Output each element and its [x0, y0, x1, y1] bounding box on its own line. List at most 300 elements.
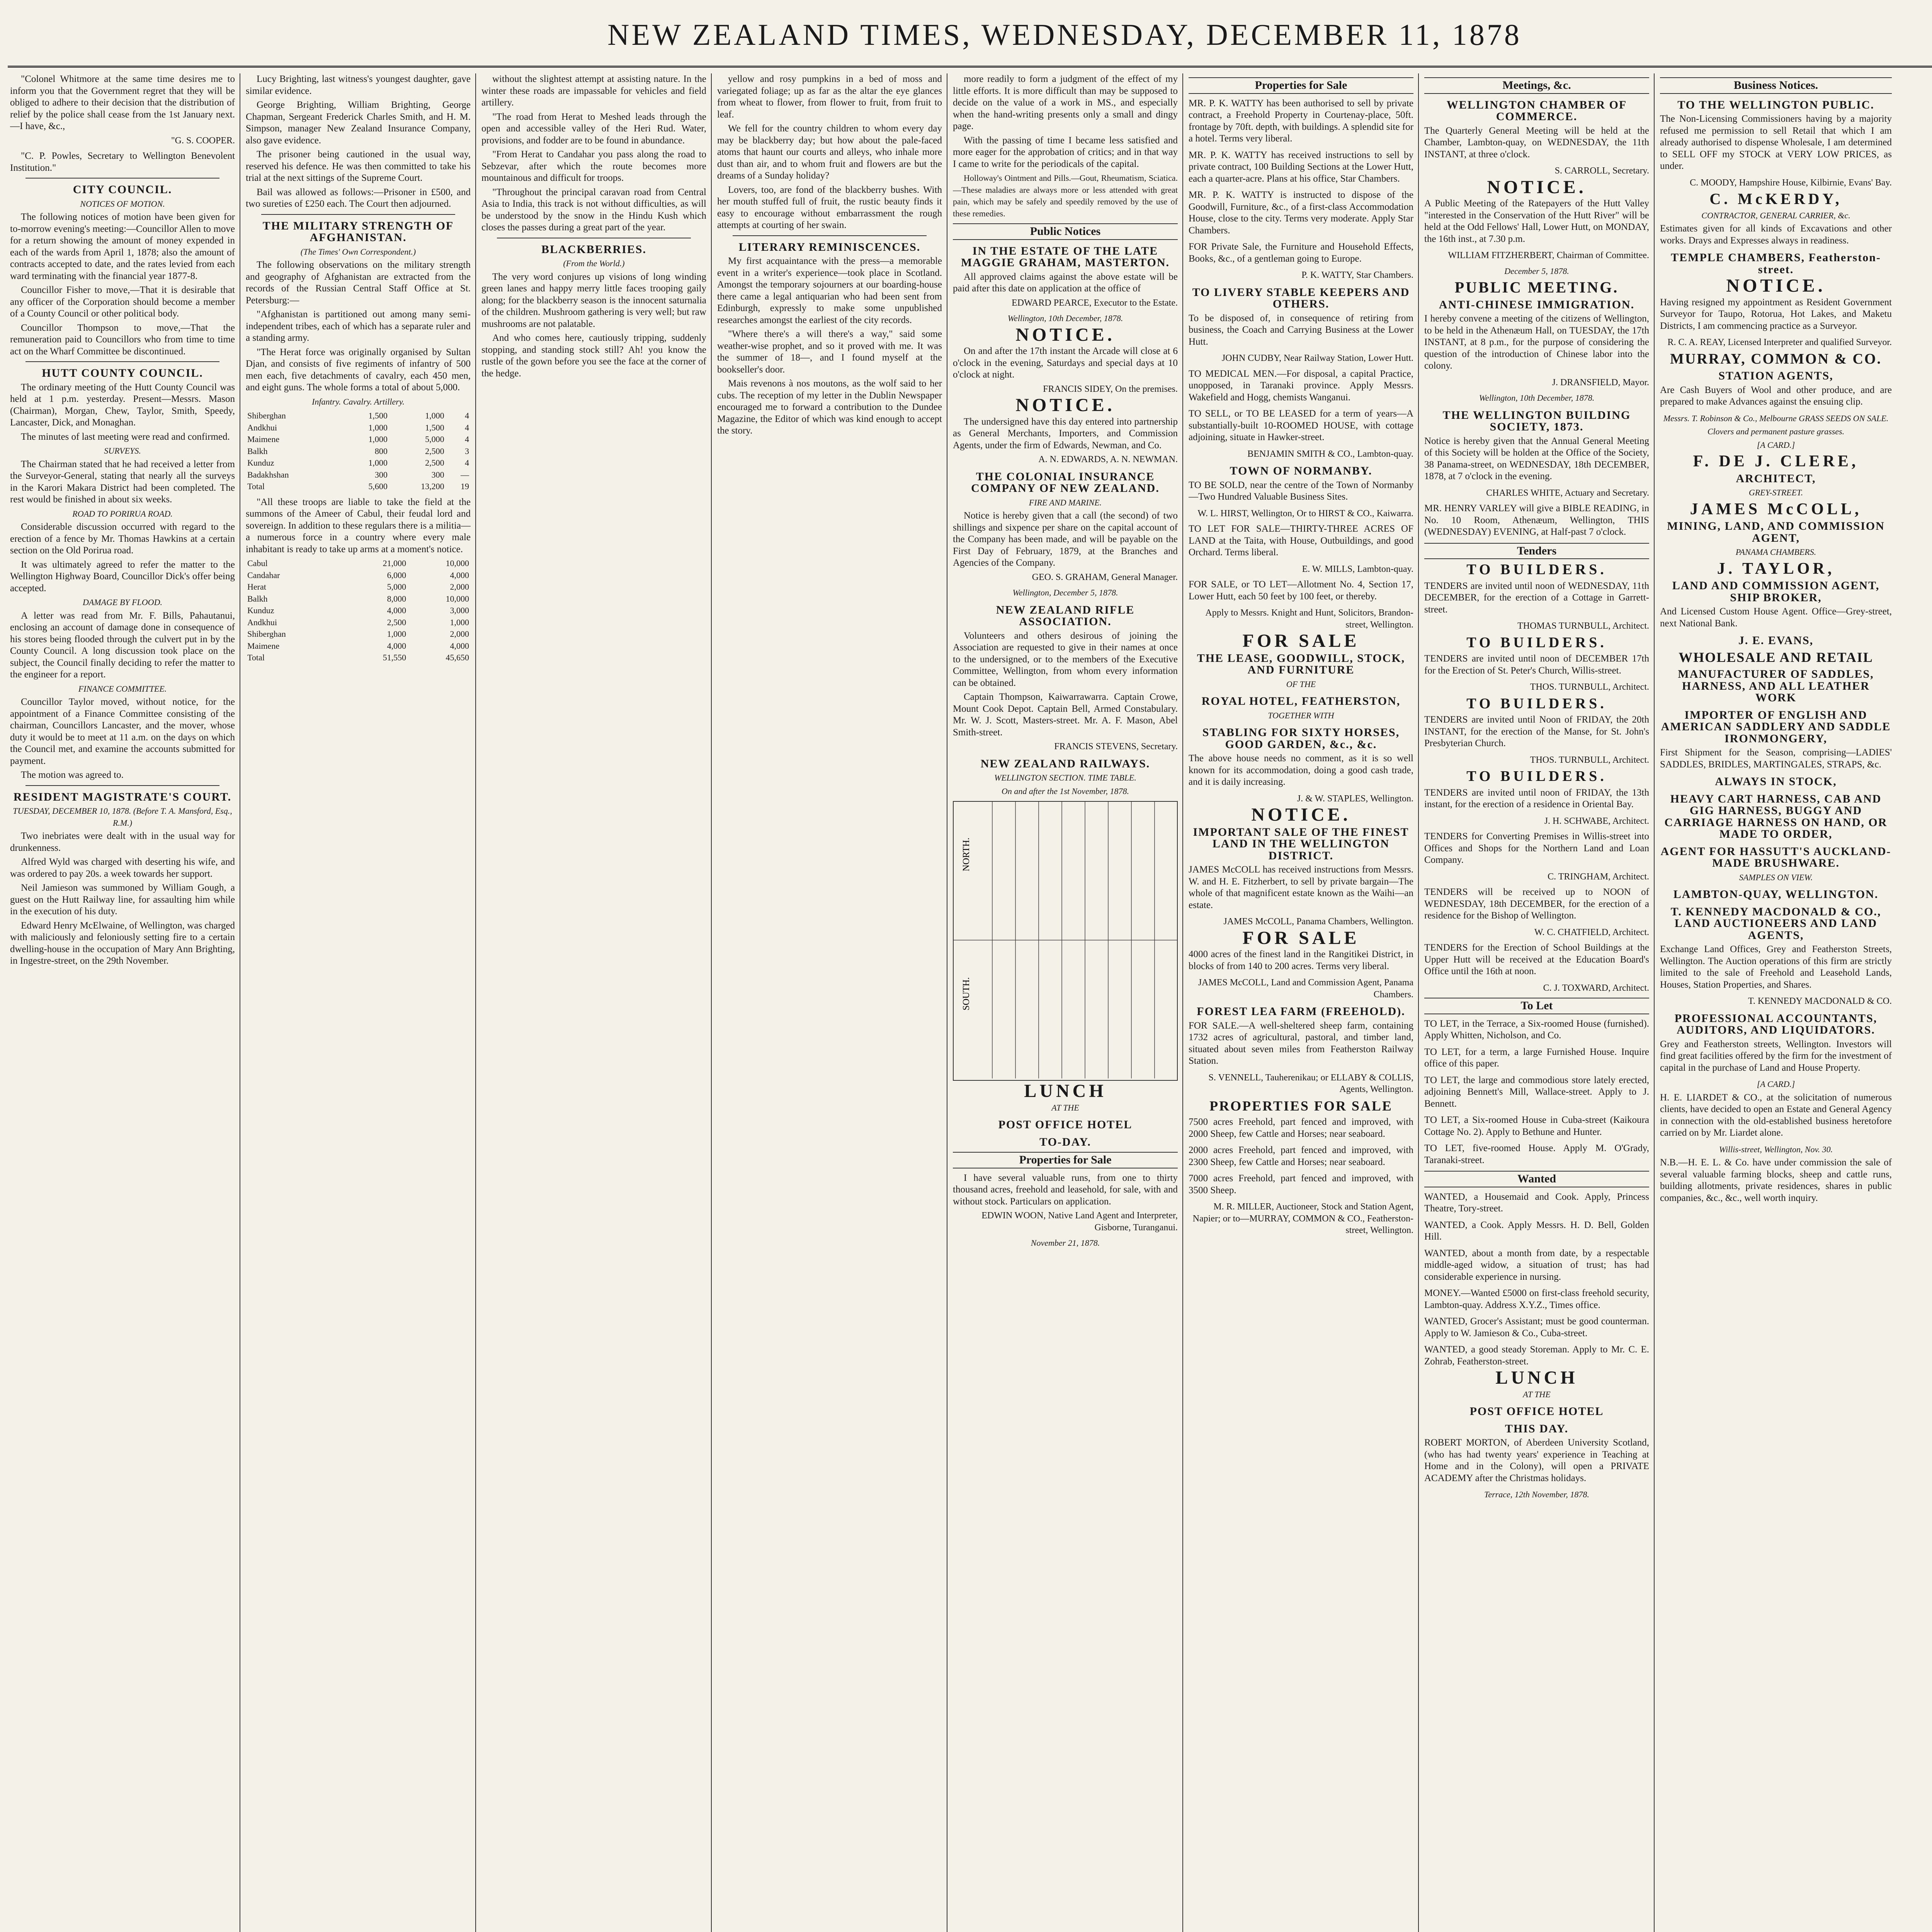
railway-note: On and after the 1st November, 1878. — [1002, 786, 1129, 796]
advertisement-title: T. KENNEDY MACDONALD & CO., LAND AUCTIONEERS AND LAND AGENTS, — [1670, 905, 1881, 942]
advertisement-heading: NOTICE. — [1726, 276, 1826, 296]
table-cell-value: 5,000 — [387, 582, 406, 592]
notice-signature: J. DRANSFIELD, Mayor. — [1552, 377, 1649, 388]
timetable-south-label: SOUTH. — [961, 977, 971, 1010]
section-heading: Meetings, &c. — [1424, 77, 1649, 94]
table-cell-label: Kunduz — [247, 458, 274, 468]
section-heading: Properties for Sale — [953, 1152, 1178, 1168]
article-paragraph: The very word conjures up visions of long winding green lanes and happy merry little faces trooping gaily along; for the blackberry season is the innocent saturnalia of the children. Mushroom gathering is very well; but raw mushrooms are not palatable. — [481, 271, 706, 329]
section-subheading: ROAD TO PORIRUA ROAD. — [72, 509, 173, 519]
advertisement-line: TOGETHER WITH — [1268, 710, 1334, 720]
notice-date: Wellington, 10th December, 1878. — [1007, 313, 1123, 323]
advertisement-text: JAMES McCOLL has received instructions from Messrs. W. and H. E. Fitzherbert, to sell by private bargain—The whole of that magnificent estate known as the Waihi—an estate. — [1189, 864, 1413, 910]
table-row — [246, 481, 471, 493]
table-cell-value: 4 — [465, 458, 469, 468]
table-cell-label: Badakhshan — [247, 469, 289, 480]
article-paragraph: My first acquaintance with the press—a memorable event in a writer's experience—took place in Scotland. Amongst the temporary sojourners at our boarding-house there came a legal antiquarian who had been sent from Edinburgh, expressly to make some unpublished researches amongst the earliest of the city records. — [717, 256, 942, 325]
divider — [26, 361, 219, 362]
tender-text: TENDERS are invited until noon of FRIDAY, the 13th instant, for the erection of a residence in Oriental Bay. — [1424, 787, 1649, 810]
advertisement-text: TO LET FOR SALE—THIRTY-THREE ACRES OF LAND at the Taita, with House, Outbuildings, and good Orchard. Terms liberal. — [1189, 524, 1413, 558]
advertisement-text: 7500 acres Freehold, part fenced and improved, with 2000 Sheep, few Cattle and Horses; near seaboard. — [1189, 1117, 1413, 1139]
railway-subtitle: WELLINGTON SECTION. TIME TABLE. — [994, 773, 1136, 782]
section-subheading: TUESDAY, DECEMBER 10, 1878. (Before T. A. Mansford, Esq., R.M.) — [13, 806, 232, 828]
table-cell-value: 3 — [465, 446, 469, 456]
lunch-place: POST OFFICE HOTEL — [998, 1118, 1133, 1131]
advertisement-text: 7000 acres Freehold, part fenced and improved, with 3500 Sheep. — [1189, 1173, 1413, 1196]
table-row — [246, 457, 471, 469]
article-paragraph: "Where there's a will there's a way," said some weather-wise prophet, and so it proved with me. It was the summer of 18—, and I found myself at the bookseller's door. — [717, 329, 942, 375]
advertisement-title: AGENT FOR HASSUTT'S AUCKLAND-MADE BRUSHWARE. — [1660, 845, 1891, 869]
table-cell-value: 4 — [465, 434, 469, 444]
wanted-ad: WANTED, a good steady Storeman. Apply to Mr. C. E. Zohrab, Featherston-street. — [1424, 1344, 1649, 1367]
table-cell-label: Kunduz — [247, 605, 274, 615]
advertisement-text: MR. P. K. WATTY is instructed to dispose of the Goodwill, Furniture, &c., of a first-class Accommodation House, close to the city. Terms very moderate. Apply Star Chambers. — [1189, 190, 1413, 236]
advertisement-text: The Non-Licensing Commissioners having by a majority refused me permission to sell Retail that which I am already authorised to dispense Wholesale, I am determined to SELL OFF my STOCK at VERY LOW PRICES, as under. — [1660, 114, 1892, 171]
table-cell-value: 2,000 — [450, 582, 469, 592]
advertisement-signature: JOHN CUDBY, Near Railway Station, Lower Hutt. — [1221, 353, 1413, 363]
article-heading: LITERARY REMINISCENCES. — [738, 240, 921, 253]
advertisement-title: TEMPLE CHAMBERS, Featherston-street. — [1671, 251, 1881, 276]
advertisement-text: TO BE SOLD, near the centre of the Town of Normanby—Two Hundred Valuable Business Sites. — [1189, 480, 1413, 502]
lunch-day: THIS DAY. — [1505, 1422, 1569, 1435]
notice-body: The Quarterly General Meeting will be held at the Chamber, Lambton-quay, on WEDNESDAY, the 11th INSTANT, at three o'clock. — [1424, 125, 1649, 160]
advertisement-line: GREY-STREET. — [1748, 488, 1803, 497]
advertisement-text: N.B.—H. E. L. & Co. have under commission the sale of several valuable farming blocks, sheep and cattle runs, building allotments, private residences, shares in public companies, &c., &c., well worth inquiry. — [1660, 1157, 1892, 1203]
tender-text: TENDERS will be received up to NOON of WEDNESDAY, 18th DECEMBER, for the erection of a residence for the Bishop of Wellington. — [1424, 887, 1649, 921]
advertisement-title: ARCHITECT, — [1736, 472, 1816, 485]
table-cell-value: 4 — [465, 422, 469, 432]
tender-heading: TO BUILDERS. — [1466, 695, 1607, 712]
lunch-day: TO-DAY. — [1039, 1135, 1091, 1148]
table-cell-value: 1,000 — [368, 434, 388, 444]
advertisement-title: IMPORTER OF ENGLISH AND AMERICAN SADDLERY AND SADDLE IRONMONGERY, — [1661, 708, 1891, 745]
article-paragraph: The prisoner being cautioned in the usual way, reserved his defence. He was then committed to take his trial at the next sittings of the Supreme Court. — [246, 149, 471, 183]
article-paragraph: The following observations on the military strength and geography of Afghanistan are extracted from the records of the Russian Central Staff Office at St. Petersburg:— — [246, 260, 471, 306]
table-row — [246, 640, 471, 652]
table-row — [246, 570, 471, 582]
advertisement-text: I have several valuable runs, from one to thirty thousand acres, freehold and leasehold, for sale, with and without stock. Particulars on application. — [953, 1172, 1178, 1207]
advertisement-text: And Licensed Custom House Agent. Office—Grey-street, next National Bank. — [1660, 606, 1892, 629]
tender-signature: C. TRINGHAM, Architect. — [1548, 871, 1649, 882]
table-cell-value: 2,500 — [425, 446, 444, 456]
table-cell-label: Total — [247, 481, 265, 491]
advertisement-heading: NOTICE. — [1251, 804, 1351, 825]
table-cell-value: 4,000 — [387, 605, 406, 615]
table-cell-value: 21,000 — [383, 558, 406, 568]
table-cell-value: 4,000 — [450, 570, 469, 580]
article-paragraph: yellow and rosy pumpkins in a bed of moss and variegated foliage; up as far as the altar the eye glances from wheat to flower, from flower to fruit, from fruit to leaf. — [717, 74, 942, 120]
column-5 — [953, 73, 1178, 1932]
advertisement-title: FOREST LEA FARM (FREEHOLD). — [1197, 1005, 1405, 1018]
divider — [26, 785, 219, 786]
article-heading: BLACKBERRIES. — [541, 243, 646, 256]
section-heading: Wanted — [1424, 1171, 1649, 1187]
advertisement-line: Clovers and permanent pasture grasses. — [1707, 427, 1845, 436]
advertisement-title: PROFESSIONAL ACCOUNTANTS, AUDITORS, AND LIQUIDATORS. — [1674, 1012, 1878, 1036]
advertisement-signature: JAMES McCOLL, Panama Chambers, Wellington. — [1223, 917, 1413, 927]
to-let-ad: TO LET, in the Terrace, a Six-roomed House (furnished). Apply Whitten, Nicholson, and Co. — [1424, 1018, 1649, 1041]
notice-heading: NOTICE. — [1015, 395, 1115, 415]
article-paragraph: Councillor Fisher to move,—That it is desirable that any officer of the Corporation should become a member of a County Council or other political body. — [10, 285, 235, 319]
advertisement-text: Holloway's Ointment and Pills.—Gout, Rheumatism, Sciatica.—These maladies are always more or less attended with great pain, which may be safely and speedily removed by the use of these remedies. — [953, 173, 1178, 218]
notice-signature: FRANCIS SIDEY, On the premises. — [1043, 384, 1178, 394]
advertisement-title: LAMBTON-QUAY, WELLINGTON. — [1673, 888, 1879, 901]
table-row — [246, 628, 471, 640]
article-paragraph: "The road from Herat to Meshed leads through the open and accessible valley of the Heri Rud. Water, provisions, and fodder are to be found in abundance. — [481, 111, 706, 146]
table-cell-label: Maimene — [247, 434, 280, 444]
divider — [733, 235, 927, 236]
column-rule — [1418, 73, 1419, 1932]
article-paragraph: Neil Jamieson was summoned by William Gough, a guest on the Hutt Railway line, for assaulting him while in the execution of his duty. — [10, 883, 235, 917]
table-row — [246, 558, 471, 570]
section-subheading: DAMAGE BY FLOOD. — [83, 597, 162, 607]
advertisement-title: MANUFACTURER OF SADDLES, HARNESS, AND ALL LEATHER WORK — [1678, 668, 1874, 704]
table-cell-value: 4 — [465, 411, 469, 420]
advertisement-signature: Apply to Messrs. Knight and Hunt, Solicitors, Brandon-street, Wellington. — [1205, 608, 1413, 630]
advertisement-text: H. E. LIARDET & CO., at the solicitation of numerous clients, have decided to open an Estate and General Agency in connection with the old-established business heretofore carried on by Mr. Liardet alone. — [1660, 1092, 1892, 1138]
advertisement-text: Grey and Featherston streets, Wellington. Investors will find great facilities offered by the firm for the investment of capital in the purchase of Land and House Property. — [1660, 1039, 1892, 1073]
letter-text: "C. P. Powles, Secretary to Wellington Benevolent Institution." — [10, 151, 235, 173]
notice-body: A Public Meeting of the Ratepayers of the Hutt Valley "interested in the Conservation of the Hutt River" will be held at the Odd Fellows' Hall, Lower Hutt, on MONDAY, the 16th inst., at 7.30 p.m. — [1424, 198, 1649, 244]
tender-signature: THOS. TURNBULL, Architect. — [1530, 755, 1649, 765]
wanted-ad: WANTED, a Housemaid and Cook. Apply, Princess Theatre, Tory-street. — [1424, 1191, 1649, 1214]
notice-title: WELLINGTON CHAMBER OF COMMERCE. — [1446, 98, 1627, 123]
table-cell-value: — — [461, 469, 469, 480]
advertisement-heading: JAMES McCOLL, — [1690, 500, 1862, 518]
advertisement-heading: C. McKERDY, — [1709, 190, 1842, 207]
article-paragraph: Mais revenons à nos moutons, as the wolf said to her cubs. The reception of my letter in the Dublin Newspaper encouraged me to forward a contribution to the Dundee Magazine, the Editor of which was kind enough to accept the story. — [717, 378, 942, 436]
section-heading: Tenders — [1424, 543, 1649, 560]
table-cell-value: 6,000 — [387, 570, 406, 580]
table-cell-label: Maimene — [247, 641, 280, 651]
tender-signature: THOS. TURNBULL, Architect. — [1530, 682, 1649, 692]
column-rule — [1182, 73, 1183, 1932]
masthead: NEW ZEALAND TIMES, WEDNESDAY, DECEMBER 11, 1878 — [607, 18, 1522, 51]
article-paragraph: without the slightest attempt at assisting nature. In the winter these roads are impassable for vehicles and field artillery. — [481, 74, 706, 108]
advertisement-date: Willis-street, Wellington, Nov. 30. — [1719, 1144, 1833, 1154]
tender-text: TENDERS are invited until noon of DECEMBER 17th for the Erection of St. Peter's Church, Willis-street. — [1424, 653, 1649, 676]
table-row — [246, 581, 471, 593]
table-row — [246, 652, 471, 664]
notice-body: Notice is hereby given that the Annual General Meeting of this Society will be holden at the Office of the Society, 38 Panama-street, on WEDNESDAY, 18th DECEMBER, 1878, at 7 o'clock in the evening. — [1424, 435, 1649, 481]
article-byline: (The Times' Own Correspondent.) — [300, 247, 416, 257]
tender-text: TENDERS are invited until noon of WEDNESDAY, 11th DECEMBER, for the erection of a Cottage in Garrett-street. — [1424, 580, 1649, 615]
advertisement-text: The above house needs no comment, as it is so well known for its accommodation, doing a good cash trade, and it is daily increasing. — [1189, 753, 1413, 787]
advertisement-title: HEAVY CART HARNESS, CAB AND GIG HARNESS, BUGGY AND CARRIAGE HARNESS ON HAND, OR MADE TO ORDER, — [1664, 792, 1888, 840]
troop-table — [246, 410, 471, 493]
table-header: Infantry. Cavalry. Artillery. — [312, 396, 405, 406]
advertisement-signature: W. L. HIRST, Wellington, Or to HIRST & CO., Kaiwarra. — [1197, 508, 1413, 519]
divider — [26, 178, 219, 179]
table-row — [246, 434, 471, 446]
table-cell-value: 3,000 — [450, 605, 469, 615]
table-cell-value: 2,500 — [387, 617, 406, 627]
article-paragraph: With the passing of time I became less satisfied and more eager for the approbation of critics; and in that way I came to write for the periodicals of the capital. — [953, 135, 1178, 169]
column-rule — [475, 73, 476, 1932]
advertisement-heading: F. DE J. CLERE, — [1693, 452, 1859, 470]
advertisement-text: To be disposed of, in consequence of retiring from business, the Coach and Carrying Business at the Lower Hutt. — [1189, 313, 1413, 347]
tender-text: TENDERS for Converting Premises in Willis-street into Offices and Shops for the Northern Land and Loan Company. — [1424, 831, 1649, 865]
advertisement-heading: MURRAY, COMMON & CO. — [1670, 350, 1882, 367]
advertisement-title: MINING, LAND, AND COMMISSION AGENT, — [1667, 520, 1885, 544]
advertisement-text: ROBERT MORTON, of Aberdeen University Scotland, (who has had twenty years' experience in Teaching at Home and in the Colony), will open a PRIVATE ACADEMY after the Christmas holidays. — [1424, 1437, 1649, 1483]
table-row — [246, 469, 471, 481]
advertisement-text: MR. P. K. WATTY has received instructions to sell by private contract, 100 Building Sections at the Lower Hutt, each a quarter-acre. Plans at his office, Star Chambers. — [1189, 150, 1413, 184]
table-cell-label: Shiberghan — [247, 411, 286, 420]
advertisement-heading: PROPERTIES FOR SALE — [1209, 1098, 1393, 1114]
tender-text: TENDERS for the Erection of School Buildings at the Upper Hutt will be received at the Education Board's Office until the 16th at noon. — [1424, 942, 1649, 976]
notice-signature: A. N. EDWARDS, A. N. NEWMAN. — [1038, 454, 1178, 464]
table-cell-value: 51,550 — [383, 653, 406, 662]
tender-signature: J. H. SCHWABE, Architect. — [1544, 816, 1649, 826]
notice-signature: EDWARD PEARCE, Executor to the Estate. — [1012, 298, 1178, 308]
advertisement-date: Terrace, 12th November, 1878. — [1484, 1490, 1589, 1499]
advertisement-heading: J. TAYLOR, — [1717, 560, 1835, 578]
masthead-rule — [8, 66, 1932, 68]
advertisement-text: 4000 acres of the finest land in the Rangitikei District, in blocks of from 140 to 200 acres. Terms very liberal. — [1189, 949, 1413, 971]
table-cell-label: Andkhui — [247, 422, 277, 432]
advertisement-title: J. E. EVANS, — [1738, 634, 1814, 647]
section-heading: Business Notices. — [1660, 77, 1892, 94]
notice-title: THE COLONIAL INSURANCE COMPANY OF NEW ZEALAND. — [971, 470, 1160, 495]
advertisement-signature: EDWIN WOON, Native Land Agent and Interpreter, Gisborne, Turanganui. — [981, 1211, 1178, 1233]
article-paragraph: Edward Henry McElwaine, of Wellington, was charged with maliciously and feloniously setting fire to a certain dwelling-house in the occupation of Mary Ann Brighting, in Ingestre-street, on the 29th November. — [10, 920, 235, 966]
notice-heading: PUBLIC MEETING. — [1454, 279, 1619, 296]
advertisement-title: STABLING FOR SIXTY HORSES, GOOD GARDEN, &c., &c. — [1202, 726, 1400, 751]
section-subheading: NOTICES OF MOTION. — [80, 199, 165, 209]
advertisement-text: Are Cash Buyers of Wool and other produce, and are prepared to make Advances against the ensuing clip. — [1660, 384, 1892, 407]
table-cell-value: 1,000 — [425, 411, 444, 420]
to-let-ad: TO LET, a Six-roomed House in Cuba-street (Kaikoura Cottage No. 2). Apply to Bethune and Hunter. — [1424, 1115, 1649, 1137]
article-paragraph: Two inebriates were dealt with in the usual way for drunkenness. — [10, 831, 235, 853]
advertisement-line: SAMPLES ON VIEW. — [1739, 872, 1813, 882]
article-paragraph: The minutes of last meeting were read and confirmed. — [21, 431, 230, 442]
article-paragraph: The motion was agreed to. — [21, 770, 124, 780]
table-cell-value: 8,000 — [387, 594, 406, 604]
table-cell-value: 5,000 — [425, 434, 444, 444]
section-heading: Properties for Sale — [1189, 77, 1413, 94]
notice-signature: WILLIAM FITZHERBERT, Chairman of Committee. — [1448, 250, 1649, 260]
advertisement-text: First Shipment for the Season, comprising—LADIES' SADDLES, BRIDLES, MARTINGALES, STRAPS, &c. — [1660, 747, 1892, 770]
article-heading: CITY COUNCIL. — [73, 183, 172, 196]
article-paragraph: "Throughout the principal caravan road from Central Asia to India, this track is not without difficulties, as will be understood by the snow in the Hindu Kush which closes the passes during a great part of the year. — [481, 187, 706, 233]
table-cell-label: Herat — [247, 582, 266, 592]
article-paragraph: A letter was read from Mr. F. Bills, Pahautanui, enclosing an account of damage done in consequence of his stores being flooded through the culvert put in by the County Council. A long discussion took place on the subject, the Council finally deciding to refer the matter to the engineer for a report. — [10, 610, 235, 680]
advertisement-title: TOWN OF NORMANBY. — [1230, 464, 1372, 477]
advertisement-title: ALWAYS IN STOCK, — [1715, 775, 1837, 788]
advertisement-line: CONTRACTOR, GENERAL CARRIER, &c. — [1701, 210, 1850, 220]
table-cell-value: 10,000 — [446, 558, 469, 568]
advertisement-signature: C. MOODY, Hampshire House, Kilbirnie, Evans' Bay. — [1690, 177, 1892, 188]
notice-body: On and after the 17th instant the Arcade will close at 6 o'clock in the evening, Saturdays and special days at 10 o'clock at night. — [953, 346, 1178, 380]
table-cell-label: Shiberghan — [247, 629, 286, 639]
article-paragraph: Councillor Taylor moved, without notice, for the appointment of a Finance Committee consisting of the chairman, Councillors Lancaster, and the mover, whose duty it would be to meet at 11 a.m. on the days on which the Council met, and examine the accounts submitted for payment. — [10, 697, 235, 766]
advertisement-heading: WHOLESALE AND RETAIL — [1679, 649, 1873, 665]
card-label: [A CARD.] — [1757, 1079, 1795, 1089]
advertisement-heading: FOR SALE — [1242, 927, 1360, 948]
lunch-heading: LUNCH — [1024, 1081, 1107, 1101]
column-rule — [1654, 73, 1655, 1932]
notice-body: Volunteers and others desirous of joining the Association are requested to give in their names at once to the undersigned, or to the members of the Executive Committee, Wellington, from whom every information can be obtained. — [953, 630, 1178, 688]
advertisement-title: LAND AND COMMISSION AGENT, SHIP BROKER, — [1672, 579, 1880, 604]
table-cell-label: Andkhui — [247, 617, 277, 627]
advertisement-signature: T. KENNEDY MACDONALD & CO. — [1748, 996, 1892, 1006]
advertisement-title: STATION AGENTS, — [1718, 369, 1833, 382]
article-paragraph: Councillor Thompson to move,—That the remuneration paid to Councillors who from time to time act on the Wharf Committee be discontinued. — [10, 322, 235, 357]
article-paragraph: The ordinary meeting of the Hutt County Council was held at 1 p.m. yesterday. Present—Messrs. Mason (Chairman), Morgan, Chew, Taylor, Smith, Speedy, Lancaster, Dick, and Monaghan. — [10, 382, 235, 428]
table-cell-label: Total — [247, 653, 265, 662]
article-heading: HUTT COUNTY COUNCIL. — [42, 367, 203, 379]
table-cell-value: 1,500 — [425, 422, 444, 432]
to-let-ad: TO LET, the large and commodious store lately erected, adjoining Bennett's Mill, Wallace-street. Apply to J. Bennett. — [1424, 1075, 1649, 1109]
article-paragraph: Lucy Brighting, last witness's youngest daughter, gave similar evidence. — [246, 74, 471, 96]
advertisement-text: MR. P. K. WATTY has been authorised to sell by private contract, a Freehold Property in Courtenay-place, 50ft. frontage by 70ft. depth, with buildings. A splendid site for a hotel. Terms very liberal. — [1189, 98, 1413, 144]
table-cell-value: 2,000 — [450, 629, 469, 639]
table-cell-value: 1,000 — [368, 422, 388, 432]
section-heading: To Let — [1424, 998, 1649, 1014]
advertisement-signature: P. K. WATTY, Star Chambers. — [1301, 270, 1413, 280]
table-cell-value: 2,500 — [425, 458, 444, 468]
notice-body: All approved claims against the above estate will be paid after this date on application at the office of — [953, 271, 1178, 294]
notice-body: The undersigned have this day entered into partnership as General Merchants, Importers, and Commission Agents, under the firm of Edwards, Newman, and Co. — [953, 416, 1178, 451]
advertisement-line: PANAMA CHAMBERS. — [1735, 547, 1816, 557]
lunch-heading: LUNCH — [1495, 1367, 1578, 1388]
table-row — [246, 605, 471, 617]
advertisement-title: ROYAL HOTEL, FEATHERSTON, — [1201, 695, 1401, 707]
advertisement-signature: BENJAMIN SMITH & CO., Lambton-quay. — [1247, 449, 1413, 459]
article-paragraph: Lovers, too, are fond of the blackberry bushes. With her mouth stuffed full of fruit, the rustic beauty finds it easy to encourage without embarrassment the rough attempts at courting of her swain. — [717, 184, 942, 230]
notice-heading: NOTICE. — [1015, 324, 1115, 345]
advertisement-text: Exchange Land Offices, Grey and Featherston Streets, Wellington. The Auction operations of this firm are strictly limited to the sale of Freehold and Leasehold Lands, Houses, Station Properties, and Shares. — [1660, 944, 1892, 990]
tender-heading: TO BUILDERS. — [1466, 561, 1607, 578]
advertisement-text: 2000 acres Freehold, part fenced and improved, with 2300 Sheep, few Cattle and Horses; near seaboard. — [1189, 1145, 1413, 1167]
advertisement-text: TO SELL, or TO BE LEASED for a term of years—A substantially-built 10-ROOMED HOUSE, with cottage adjoining, situate in Hawker-street. — [1189, 408, 1413, 442]
table-cell-label: Cabul — [247, 558, 268, 568]
notice-subtitle: ANTI-CHINESE IMMIGRATION. — [1439, 298, 1635, 311]
notice-signature: GEO. S. GRAHAM, General Manager. — [1032, 572, 1178, 582]
table-cell-value: 5,600 — [368, 481, 388, 491]
to-let-ad: TO LET, five-roomed House. Apply M. O'Grady, Taranaki-street. — [1424, 1143, 1649, 1165]
railway-title: NEW ZEALAND RAILWAYS. — [980, 757, 1150, 770]
notice-body: MR. HENRY VARLEY will give a BIBLE READING, in No. 10 Room, Athenæum, Wellington, THIS (WEDNESDAY) EVENING, at Half-past 7 o'clock. — [1424, 503, 1649, 537]
advertisement-text: FOR Private Sale, the Furniture and Household Effects, Books, &c., of a gentleman going to Europe. — [1189, 242, 1413, 264]
article-paragraph: And who comes here, cautiously tripping, suddenly stopping, and standing stock still? Ah! you know the rustle of the gown before you see the face at the corner of the hedge. — [481, 333, 706, 379]
advertisement-line: OF THE — [1286, 679, 1316, 689]
table-row — [246, 422, 471, 434]
tender-signature: C. J. TOXWARD, Architect. — [1543, 983, 1649, 993]
table-cell-value: 1,000 — [368, 458, 388, 468]
notice-title: NEW ZEALAND RIFLE ASSOCIATION. — [996, 603, 1135, 628]
notice-list: Captain Thompson, Kaiwarrawarra. Captain Crowe, Mount Cook Depot. Captain Bell, Armed Constabulary. Mr. W. J. Scott, Masters-street. Mr. A. F. Mason, Abel Smith-street. — [953, 692, 1178, 738]
tender-signature: W. C. CHATFIELD, Architect. — [1534, 927, 1649, 937]
tender-heading: TO BUILDERS. — [1466, 634, 1607, 651]
section-heading: Public Notices — [953, 223, 1178, 240]
section-subheading: FINANCE COMMITTEE. — [78, 684, 167, 694]
lunch-at: AT THE — [1051, 1102, 1079, 1112]
table-cell-value: 1,000 — [387, 629, 406, 639]
advertisement-line: Messrs. T. Robinson & Co., Melbourne GRASS SEEDS ON SALE. — [1663, 413, 1889, 423]
advertisement-signature: J. & W. STAPLES, Wellington. — [1297, 793, 1413, 804]
table-row — [246, 593, 471, 605]
column-1 — [10, 73, 235, 1932]
militia-table — [246, 558, 471, 664]
table-cell-value: 4,000 — [450, 641, 469, 651]
advertisement-heading: FOR SALE — [1242, 631, 1360, 651]
article-paragraph: "Afghanistan is partitioned out among many semi-independent tribes, each of which has a separate ruler and a standing army. — [246, 309, 471, 343]
notice-signature: FRANCIS STEVENS, Secretary. — [1054, 742, 1178, 752]
article-heading: THE MILITARY STRENGTH OF AFGHANISTAN. — [262, 219, 454, 244]
table-row — [246, 446, 471, 457]
article-paragraph: "The Herat force was originally organised by Sultan Djan, and consists of five regiments of infantry of 500 men each, five detachments of cavalry, each 450 men, and eight guns. The whole forms a total of about 5,000. — [246, 347, 471, 393]
advertisement-title: THE LEASE, GOODWILL, STOCK, AND FURNITURE — [1197, 651, 1405, 676]
table-cell-value: 1,000 — [450, 617, 469, 627]
wanted-ad: WANTED, Grocer's Assistant; must be good counterman. Apply to W. Jamieson & Co., Cuba-street. — [1424, 1316, 1649, 1338]
notice-date: Wellington, December 5, 1878. — [1012, 588, 1118, 597]
section-subheading: SURVEYS. — [104, 446, 141, 456]
column-3 — [481, 73, 706, 1932]
card-label: [A CARD.] — [1757, 440, 1795, 450]
divider — [261, 214, 455, 215]
advertisement-signature: E. W. MILLS, Lambton-quay. — [1302, 564, 1413, 574]
table-cell-label: Balkh — [247, 446, 268, 456]
article-paragraph: "From Herat to Candahar you pass along the road to Sebzevar, after which the route becomes more mountainous and difficult for troops. — [481, 149, 706, 183]
advertisement-signature: S. VENNELL, Tauherenikau; or ELLABY & COLLIS, Agents, Wellington. — [1208, 1072, 1413, 1094]
article-byline: (From the World.) — [563, 259, 625, 268]
advertisement-signature: M. R. MILLER, Auctioneer, Stock and Station Agent, Napier; or to—MURRAY, COMMON & CO., Featherston-street, Wellington. — [1192, 1202, 1413, 1235]
advertisement-text: Estimates given for all kinds of Excavations and other works. Drays and Expresses always in readiness. — [1660, 223, 1892, 246]
notice-body: I hereby convene a meeting of the citizens of Wellington, to be held in the Athenæum Hall, on TUESDAY, the 17th INSTANT, at 8 p.m., for the purpose of considering the question of the introduction of Chinese labor into the colony. — [1424, 313, 1649, 371]
advertisement-title: TO LIVERY STABLE KEEPERS AND OTHERS. — [1192, 286, 1410, 310]
table-cell-value: 10,000 — [446, 594, 469, 604]
table-cell-value: 13,200 — [421, 481, 444, 491]
article-paragraph: George Brighting, William Brighting, George Chapman, Sergeant Frederick Charles Smith, and H. M. Simpson, manager New Zealand Insurance Company, also gave evidence. — [246, 100, 471, 146]
advertisement-signature: R. C. A. REAY, Licensed Interpreter and qualified Surveyor. — [1667, 337, 1892, 347]
lunch-at: AT THE — [1523, 1389, 1551, 1399]
advertisement-text: Having resigned my appointment as Resident Government Surveyor for Taupo, Rotorua, Hot Lakes, and Maketu Districts, I am commencing practice as a Surveyor. — [1660, 297, 1892, 331]
advertisement-text: FOR SALE.—A well-sheltered sheep farm, containing 1732 acres of agricultural, pastoral, and timber land, situated about seven miles from Featherston Railway Station. — [1189, 1020, 1413, 1066]
article-paragraph: Bail was allowed as follows:—Prisoner in £500, and two sureties of £250 each. The Court then adjourned. — [246, 187, 471, 209]
advertisement-text: TO MEDICAL MEN.—For disposal, a capital Practice, unopposed, in Taranaki province. Apply Messrs. Wakefield and Hogg, chemists Wanganui. — [1189, 368, 1413, 403]
column-2 — [246, 73, 471, 1932]
article-paragraph: more readily to form a judgment of the effect of my little efforts. It is more difficult than may be supposed to decide on the value of a work in MS., and especially when the hand-writing presents only a small and dingy page. — [953, 74, 1178, 131]
notice-title: IN THE ESTATE OF THE LATE MAGGIE GRAHAM, MASTERTON. — [961, 244, 1170, 269]
notice-signature: S. CARROLL, Secretary. — [1554, 166, 1649, 176]
column-rule — [711, 73, 712, 1932]
notice-subtitle: FIRE AND MARINE. — [1029, 497, 1102, 507]
table-cell-value: 800 — [374, 446, 388, 456]
advertisement-title: TO THE WELLINGTON PUBLIC. — [1677, 98, 1874, 111]
table-cell-value: 45,650 — [446, 653, 469, 662]
advertisement-text: FOR SALE, or TO LET—Allotment No. 4, Section 17, Lower Hutt, each 50 feet by 100 feet, or thereby. — [1189, 579, 1413, 602]
article-heading: RESIDENT MAGISTRATE'S COURT. — [13, 790, 232, 803]
notice-title: THE WELLINGTON BUILDING SOCIETY, 1873. — [1442, 408, 1631, 433]
lunch-place: POST OFFICE HOTEL — [1469, 1405, 1604, 1418]
timetable-grid — [954, 802, 1177, 1078]
column-6 — [1189, 73, 1413, 1932]
table-cell-label: Balkh — [247, 594, 268, 604]
tender-signature: THOMAS TURNBULL, Architect. — [1517, 621, 1649, 631]
article-paragraph: Considerable discussion occurred with regard to the erection of a fence by Mr. Thomas Hawkins at a certain section on the Old Porirua road. — [10, 522, 235, 556]
wanted-ad: MONEY.—Wanted £5000 on first-class freehold security, Lambton-quay. Address X.Y.Z., Times office. — [1424, 1288, 1649, 1310]
table-row — [246, 410, 471, 422]
to-let-ad: TO LET, for a term, a large Furnished House. Inquire office of this paper. — [1424, 1046, 1649, 1069]
article-paragraph: The following notices of motion have been given for to-morrow evening's meeting:—Councillor Allen to move for a return showing the amount of money expended in each of the wards from April 1, 1878; also the amount of contracts accepted to date, and the rates levied from each ward terminating with the financial year 1877-8. — [10, 212, 235, 281]
article-paragraph: We fell for the country children to whom every day may be blackberry day; but how about the pale-faced atoms that haunt our courts and alleys, who inhale more dust than air, and to whom fruit and flowers are but the dreams of a Sunday holiday? — [717, 123, 942, 181]
timetable-north-label: NORTH. — [961, 837, 971, 871]
notice-heading: NOTICE. — [1487, 177, 1587, 197]
notice-body: Notice is hereby given that a call (the second) of two shillings and sixpence per share on the capital account of the Company has been made, and will be payable on the First Day of February, 1879, at the Branches and Agencies of the Company. — [953, 510, 1178, 568]
railway-timetable — [953, 801, 1178, 1081]
